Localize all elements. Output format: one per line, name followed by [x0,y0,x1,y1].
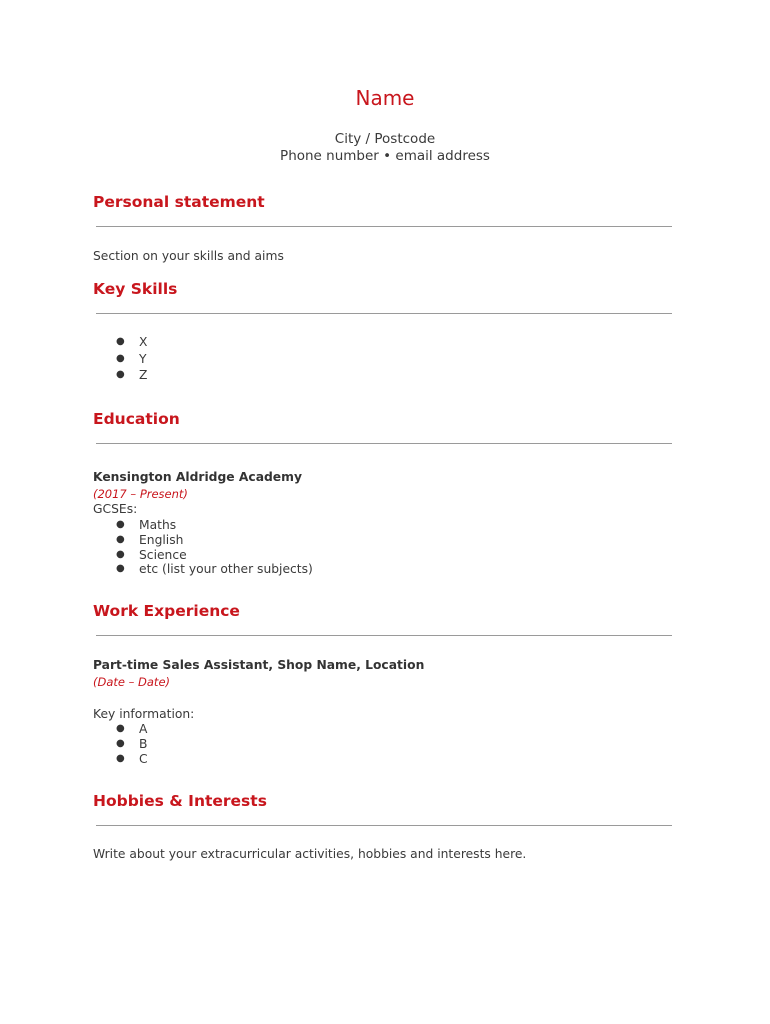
bullet-icon: ● [116,519,125,530]
section-divider [96,825,672,826]
candidate-name: Name [355,86,415,110]
bullet-icon: ● [116,369,125,380]
list-item: ● A [116,722,148,736]
personal-statement-heading: Personal statement [93,193,265,211]
list-item: ● X [116,335,148,349]
qualification-label: GCSEs: [93,502,138,516]
job-title: Part-time Sales Assistant, Shop Name, Location [93,658,425,672]
key-skills-heading: Key Skills [93,280,178,298]
list-item: ● etc (list your other subjects) [116,562,313,577]
list-item: ● Science [116,547,187,562]
bullet-icon: ● [116,533,125,545]
education-dates: (2017 – Present) [93,487,188,501]
subjects-list [93,518,313,577]
bullet-icon: ● [116,723,125,734]
education-heading: Education [93,410,180,428]
section-divider [96,443,672,444]
section-divider [96,226,672,227]
work-experience-heading: Work Experience [93,602,240,620]
hobbies-heading: Hobbies & Interests [93,792,267,810]
bullet-icon: ● [116,548,125,560]
bullet-icon: ● [116,352,125,364]
list-item: ● C [116,751,148,766]
city-postcode: City / Postcode [334,131,436,147]
list-item: ● B [116,736,148,751]
phone-email: Phone number • email address [280,148,490,164]
list-item: ● Maths [116,518,177,532]
bullet-icon: ● [116,336,125,347]
key-information-label: Key information: [93,707,195,721]
bullet-icon: ● [116,737,125,749]
list-item: ● English [116,532,184,547]
job-dates: (Date – Date) [93,675,171,689]
school-name: Kensington Aldridge Academy [93,470,302,484]
section-divider [96,313,672,314]
key-information-list [93,722,148,766]
section-divider [96,635,672,636]
bullet-icon: ● [116,752,125,764]
personal-statement-text: Section on your skills and aims [93,249,284,263]
key-skills-list [93,334,147,384]
list-item: ● Z [116,368,148,382]
bullet-icon: ● [116,563,125,575]
list-item: ● Y [116,351,147,366]
hobbies-text: Write about your extracurricular activities, hobbies and interests here. [93,847,527,861]
